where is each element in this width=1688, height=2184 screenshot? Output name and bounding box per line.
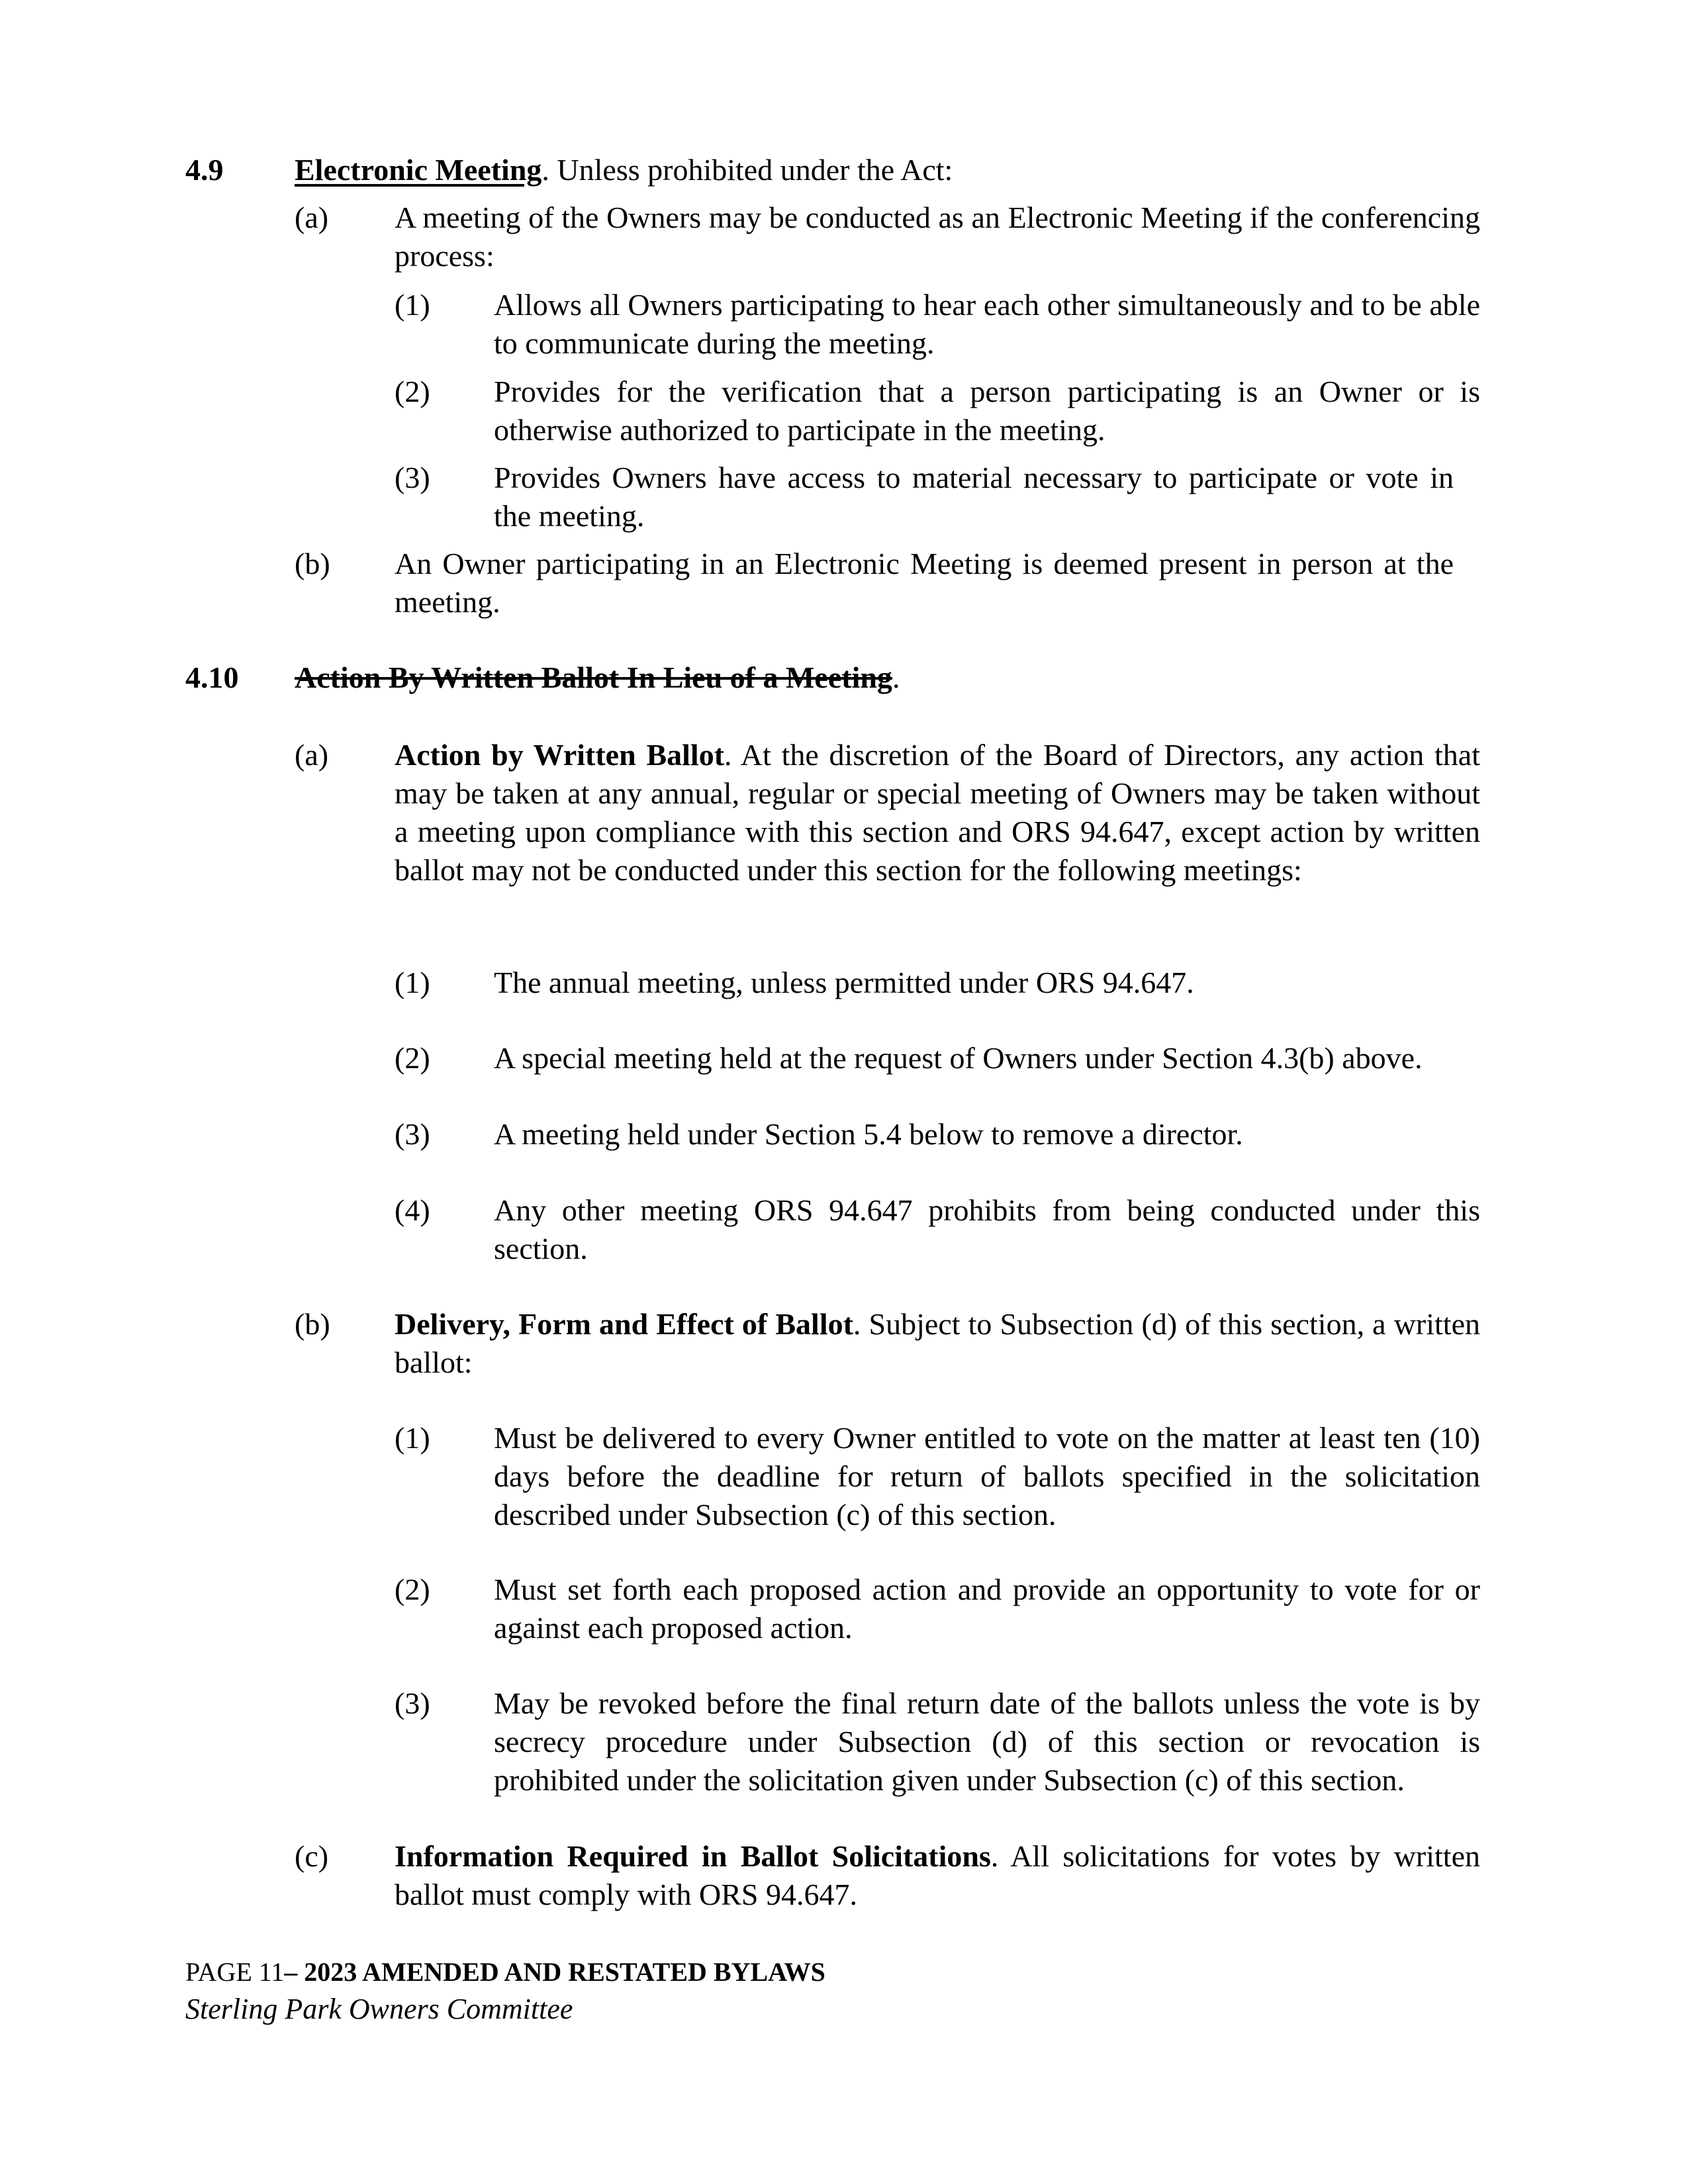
- item-text: Any other meeting ORS 94.647 prohibits from being conducted under this section.: [494, 1193, 1480, 1265]
- item-label: (a): [295, 738, 329, 772]
- item-label: (3): [395, 1117, 430, 1151]
- item-text: The annual meeting, unless permitted under ORS 94.647.: [494, 966, 1194, 999]
- item-label: (2): [395, 1041, 430, 1075]
- item-label: (1): [395, 1421, 430, 1455]
- item-text: A meeting of the Owners may be conducted as an Electronic Meeting if the conferencing process:: [395, 201, 1480, 273]
- item-label: (a): [295, 201, 329, 234]
- item-text: . Subject to Subsection (d) of this section, a written ballot:: [395, 1307, 1481, 1379]
- item-label: (3): [395, 1686, 430, 1720]
- section-number: 4.9: [185, 153, 224, 187]
- item-text: Provides for the verification that a person participating is an Owner or is otherwise authorized to participate in the meeting.: [494, 375, 1480, 447]
- section-title: Action By Written Ballot In Lieu of a Meeting: [295, 660, 892, 694]
- item-label: (1): [395, 966, 430, 999]
- item-label: (2): [395, 1572, 430, 1606]
- page-number: PAGE 11: [185, 1957, 285, 1987]
- item-label: (4): [395, 1193, 430, 1227]
- page-footer: [185, 1954, 825, 2028]
- section-number: 4.10: [185, 660, 239, 694]
- item-text: A meeting held under Section 5.4 below to remove a director.: [494, 1117, 1243, 1151]
- item-label: (b): [295, 547, 330, 580]
- document-title: – 2023 AMENDED AND RESTATED BYLAWS: [284, 1957, 825, 1987]
- item-label: (1): [395, 288, 430, 322]
- item-text: . All solicitations for votes by written ballot must comply with ORS 94.647.: [395, 1839, 1481, 1911]
- item-label: (c): [295, 1839, 329, 1873]
- item-text: Must be delivered to every Owner entitled to vote on the matter at least ten (10) days before the deadline for return of ballots specified in the solicitation described under Subsection (c) of this section.: [494, 1421, 1480, 1531]
- item-text: Provides Owners have access to material necessary to participate or vote in the meeting.: [494, 461, 1454, 533]
- item-label: (2): [395, 375, 430, 408]
- item-label: (3): [395, 461, 430, 494]
- item-text: An Owner participating in an Electronic Meeting is deemed present in person at the meeting.: [395, 547, 1454, 619]
- item-heading: Information Required in Ballot Solicitations: [395, 1839, 991, 1873]
- item-heading: Delivery, Form and Effect of Ballot: [395, 1307, 853, 1341]
- section-title-suffix: . Unless prohibited under the Act:: [541, 153, 953, 187]
- item-text: Must set forth each proposed action and provide an opportunity to vote for or against each proposed action.: [494, 1572, 1480, 1645]
- item-text: A special meeting held at the request of Owners under Section 4.3(b) above.: [494, 1041, 1423, 1075]
- item-heading: Action by Written Ballot: [395, 738, 725, 772]
- item-text: May be revoked before the final return date of the ballots unless the vote is by secrecy procedure under Subsection (d) of this section or revocation is prohibited under the solicitation given under Subsection (c) of this section.: [494, 1686, 1480, 1797]
- section-title-suffix: .: [892, 660, 900, 694]
- item-text: Allows all Owners participating to hear each other simultaneously and to be able to communicate during the meeting.: [494, 288, 1480, 360]
- section-title: Electronic Meeting: [295, 153, 542, 187]
- item-text: . At the discretion of the Board of Directors, any action that may be taken at any annual, regular or special meeting of Owners may be taken without a meeting upon compliance with this section and ORS 94.647, except action by written ballot may not be conducted under this section for the following meetings:: [395, 738, 1480, 887]
- organization-name: Sterling Park Owners Committee: [185, 1993, 573, 2025]
- item-label: (b): [295, 1307, 330, 1341]
